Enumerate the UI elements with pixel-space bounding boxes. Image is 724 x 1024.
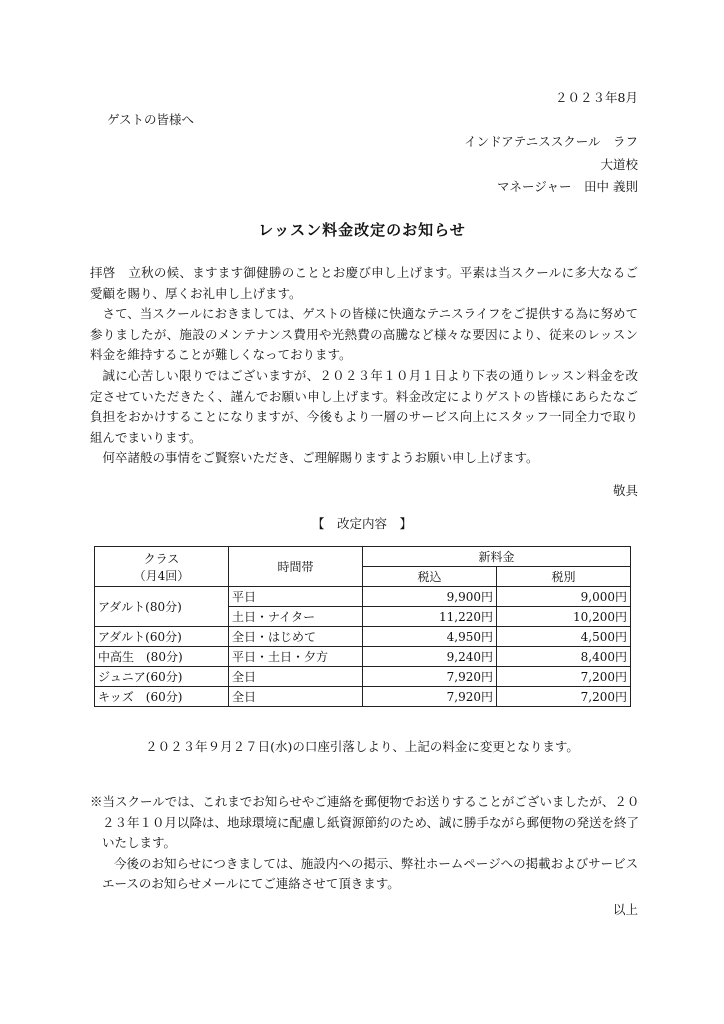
letter-date: ２０２３年8月 (555, 90, 638, 105)
cell-tax-out: 4,500円 (497, 627, 631, 647)
body-paragraph-greeting: 拝啓 立秋の候、ますます御健勝のこととお慶び申し上げます。平素は当スクールに多大なるご愛顧を賜り、厚くお礼申し上げます。 (90, 265, 638, 301)
fee-table (94, 546, 631, 707)
notice-closing: 以上 (612, 902, 638, 917)
sender-organization: インドアテニススクール ラフ (464, 134, 638, 149)
table-row (95, 647, 631, 667)
debit-note: ２０２３年９月２７日(水)の口座引落しより、上記の料金に変更となります。 (145, 739, 579, 754)
table-row (95, 627, 631, 647)
notice-paragraph-mail: ※当スクールでは、これまでお知らせやご連絡を郵便物でお送りすることがございましたが、２０２３年１０月以降は、地球環境に配慮し紙資源節約のため、誠に勝手ながら郵便物の発送を終了いたします。 (90, 794, 640, 851)
letter-closing: 敬具 (612, 483, 638, 498)
cell-tax-out: 8,400円 (497, 647, 631, 667)
header-tax-out: 税別 (497, 567, 631, 587)
cell-tax-in: 7,920円 (363, 667, 497, 687)
header-class-label: クラス (143, 551, 180, 566)
table-row (95, 587, 631, 607)
cell-class: アダルト(80分) (95, 587, 229, 627)
cell-tax-in: 9,240円 (363, 647, 497, 667)
cell-tax-in: 11,220円 (363, 607, 497, 627)
header-class-sub: （月4回） (133, 568, 190, 583)
header-time: 時間帯 (229, 547, 363, 587)
cell-class: ジュニア(60分) (95, 667, 229, 687)
cell-class: キッズ (60分) (95, 687, 229, 707)
cell-tax-in: 7,920円 (363, 687, 497, 707)
cell-class: アダルト(60分) (95, 627, 229, 647)
body-paragraph-request: 何卒諸般の事情をご賢察いただき、ご理解賜りますようお願い申し上げます。 (102, 450, 539, 466)
header-class (95, 547, 229, 587)
cell-tax-out: 7,200円 (497, 667, 631, 687)
body-paragraph-revision: 誠に心苦しい限りではございますが、２０２３年１０月１日より下表の通りレッスン料金を改定させていただきたく、謹んでお願い申し上げます。料金改定によりゲストの皆様にあらたなご負担をおかけすることになりますが、今後もより一層のサービス向上にスタッフ一同全力で取り組んでまいります。 (90, 367, 638, 445)
letter-body (90, 263, 638, 469)
document-title: レッスン料金改定のお知らせ (258, 221, 466, 239)
cell-time: 土日・ナイター (229, 607, 363, 627)
table-row (95, 667, 631, 687)
cell-tax-in: 9,900円 (363, 587, 497, 607)
cell-time: 平日 (229, 587, 363, 607)
postal-notice (90, 792, 640, 895)
cell-time: 平日・土日・夕方 (229, 647, 363, 667)
cell-tax-out: 10,200円 (497, 607, 631, 627)
cell-time: 全日・はじめて (229, 627, 363, 647)
body-paragraph-reason: さて、当スクールにおきましては、ゲストの皆様に快適なテニスライフをご提供する為に努めて参りましたが、施設のメンテナンス費用や光熱費の高騰など様々な要因により、従来のレッスン料金を維持することが難しくなっております。 (90, 306, 638, 363)
cell-time: 全日 (229, 687, 363, 707)
cell-class: 中高生 (80分) (95, 647, 229, 667)
recipient: ゲストの皆様へ (107, 112, 195, 127)
cell-time: 全日 (229, 667, 363, 687)
notice-paragraph-contact: 今後のお知らせにつきましては、施設内への掲示、弊社ホームページへの掲載およびサービスエースのお知らせメールにてご連絡させて頂きます。 (102, 855, 639, 892)
sender-branch: 大道校 (600, 157, 638, 172)
section-title: 【 改定内容 】 (311, 516, 412, 531)
table-row (95, 687, 631, 707)
cell-tax-out: 9,000円 (497, 587, 631, 607)
cell-tax-in: 4,950円 (363, 627, 497, 647)
header-new-fee: 新料金 (363, 547, 631, 567)
header-tax-in: 税込 (363, 567, 497, 587)
cell-tax-out: 7,200円 (497, 687, 631, 707)
sender-person: マネージャー 田中 義則 (497, 179, 638, 194)
